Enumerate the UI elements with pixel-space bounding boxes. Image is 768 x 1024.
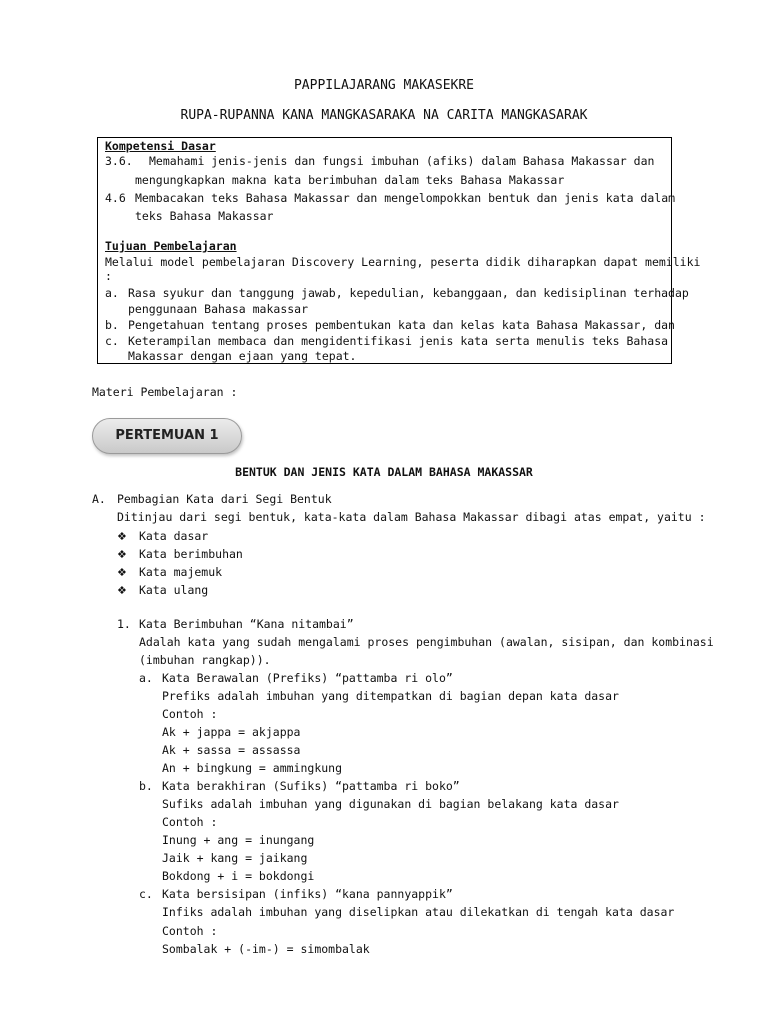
example: Ak + sassa = assassa: [162, 743, 301, 757]
objectives-intro: Melalui model pembelajaran Discovery Learning, peserta didik diharapkan dapat memiliki: [105, 255, 701, 269]
competence-item-line: Memahami jenis-jenis dan fungsi imbuhan (afiks) dalam Bahasa Makassar dan: [149, 154, 655, 168]
contoh-label: Contoh :: [162, 707, 218, 721]
bullet-text: Kata dasar: [139, 529, 209, 543]
list-item: [117, 583, 208, 597]
item-title: Kata Berimbuhan “Kana nitambai”: [139, 617, 354, 631]
document-subtitle: RUPA-RUPANNA KANA MANGKASARAKA NA CARITA MANGKASARAK: [180, 108, 588, 123]
section-a-title: Pembagian Kata dari Segi Bentuk: [117, 492, 332, 506]
diamond-bullet-icon: ❖: [117, 530, 127, 543]
competence-heading: Kompetensi Dasar: [105, 139, 216, 153]
bullet-text: Kata ulang: [139, 583, 209, 597]
objective-line: Pengetahuan tentang proses pembentukan kata dan kelas kata Bahasa Makassar, dan: [128, 318, 675, 332]
competence-item-line: Membacakan teks Bahasa Makassar dan mengelompokkan bentuk dan jenis kata dalam: [135, 191, 676, 205]
bullet-text: Kata majemuk: [139, 565, 223, 579]
sub-label: b.: [139, 779, 153, 793]
diamond-bullet-icon: ❖: [117, 584, 127, 597]
objective-line: Keterampilan membaca dan mengidentifikasi jenis kata serta menulis teks Bahasa: [128, 334, 669, 348]
item-description: Adalah kata yang sudah mengalami proses pengimbuhan (awalan, sisipan, dan kombinasi: [139, 635, 714, 649]
competence-item-line: mengungkapkan makna kata berimbuhan dalam teks Bahasa Makassar: [135, 173, 565, 187]
example: An + bingkung = ammingkung: [162, 761, 343, 775]
competence-item-num: 3.6.: [105, 154, 133, 168]
example: Sombalak + (-im-) = simombalak: [162, 942, 370, 956]
section-title: BENTUK DAN JENIS KATA DALAM BAHASA MAKASSAR: [235, 465, 533, 479]
sub-title: Kata bersisipan (infiks) “kana pannyappik”: [162, 887, 453, 901]
sub-definition: Sufiks adalah imbuhan yang digunakan di bagian belakang kata dasar: [162, 797, 619, 811]
sub-label: a.: [139, 671, 153, 685]
contoh-label: Contoh :: [162, 815, 218, 829]
bullet-text: Kata berimbuhan: [139, 547, 243, 561]
diamond-bullet-icon: ❖: [117, 548, 127, 561]
meeting-button[interactable]: PERTEMUAN 1: [92, 418, 242, 454]
sub-title: Kata Berawalan (Prefiks) “pattamba ri olo”: [162, 671, 453, 685]
contoh-label: Contoh :: [162, 924, 218, 938]
objectives-intro-end: :: [105, 269, 112, 283]
sub-title: Kata berakhiran (Sufiks) “pattamba ri boko”: [162, 779, 460, 793]
objective-label: a.: [105, 286, 119, 300]
materi-label: Materi Pembelajaran :: [92, 385, 238, 399]
diamond-bullet-icon: ❖: [117, 566, 127, 579]
objective-line: Makassar dengan ejaan yang tepat.: [128, 349, 357, 363]
objectives-heading: Tujuan Pembelajaran: [105, 239, 237, 253]
objective-label: b.: [105, 318, 119, 332]
example: Jaik + kang = jaikang: [162, 851, 308, 865]
sub-label: c.: [139, 887, 153, 901]
item-number: 1.: [117, 617, 131, 631]
objective-label: c.: [105, 334, 119, 348]
competence-item-line: teks Bahasa Makassar: [135, 209, 274, 223]
item-description: (imbuhan rangkap)).: [139, 653, 271, 667]
list-item: [117, 565, 222, 579]
objective-line: penggunaan Bahasa makassar: [128, 302, 309, 316]
example: Bokdong + i = bokdongi: [162, 869, 315, 883]
list-item: [117, 547, 243, 561]
example: Inung + ang = inungang: [162, 833, 315, 847]
section-a-intro: Ditinjau dari segi bentuk, kata-kata dalam Bahasa Makassar dibagi atas empat, yaitu :: [117, 510, 706, 524]
section-a-label: A.: [92, 492, 106, 506]
sub-definition: Infiks adalah imbuhan yang diselipkan atau dilekatkan di tengah kata dasar: [162, 905, 675, 919]
document-title: PAPPILAJARANG MAKASEKRE: [293, 78, 474, 93]
competence-item-num: 4.6: [105, 191, 126, 205]
list-item: [117, 529, 208, 543]
objective-line: Rasa syukur dan tanggung jawab, kepedulian, kebanggaan, dan kedisiplinan terhadap: [128, 286, 689, 300]
sub-definition: Prefiks adalah imbuhan yang ditempatkan di bagian depan kata dasar: [162, 689, 619, 703]
example: Ak + jappa = akjappa: [162, 725, 301, 739]
